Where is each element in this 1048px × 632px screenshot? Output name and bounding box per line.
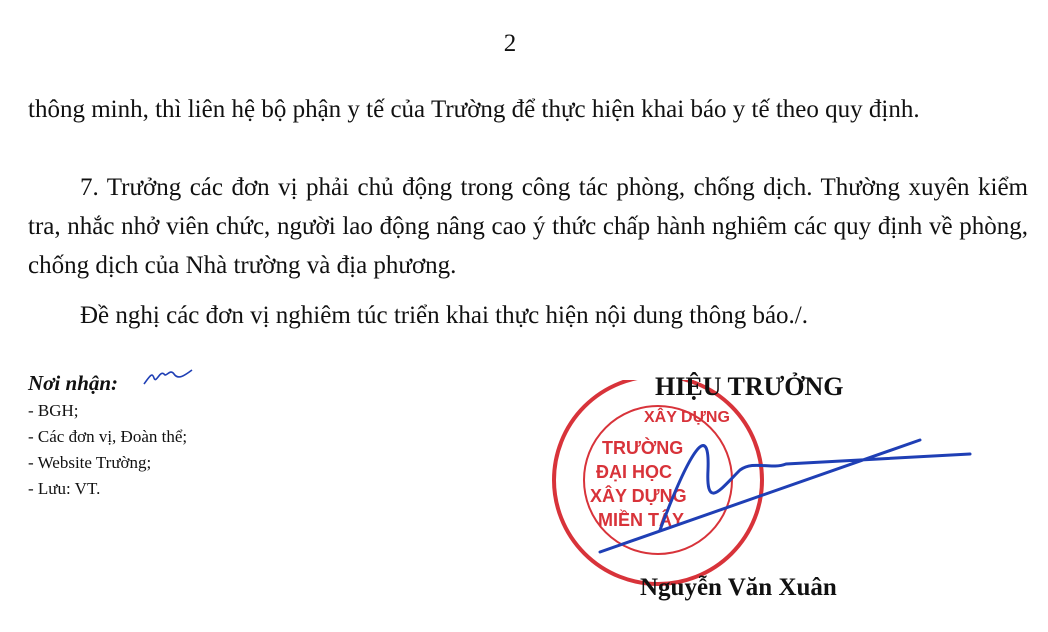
- recipients-title: Nơi nhận:: [28, 371, 119, 395]
- recipient-item: - BGH;: [28, 401, 79, 420]
- stamp-line-2: ĐẠI HỌC: [596, 462, 672, 482]
- stamp-line-4: MIỀN TÂY: [598, 510, 685, 530]
- stamp-ring-text: XÂY DỰNG: [644, 409, 730, 426]
- paragraph-continuation: thông minh, thì liên hệ bộ phận y tế của Trường để thực hiện khai báo y tế theo quy định.: [28, 96, 920, 123]
- initial-mark: [142, 364, 194, 390]
- paragraph-closing-request: Đề nghị các đơn vị nghiêm túc triển khai thực hiện nội dung thông báo./.: [80, 302, 809, 329]
- signer-name: Nguyễn Văn Xuân: [640, 574, 837, 601]
- recipient-item: - Lưu: VT.: [28, 479, 101, 498]
- recipient-item: - Website Trường;: [28, 453, 152, 472]
- page-number: 2: [503, 30, 517, 57]
- signature-title: HIỆU TRƯỞNG: [655, 372, 844, 401]
- stamp-line-3: XÂY DỰNG: [590, 486, 687, 506]
- paragraph-item-7: 7. Trưởng các đơn vị phải chủ động trong công tác phòng, chống dịch. Thường xuyên kiểm tra, nhắc nhở viên chức, người lao động nâng cao ý thức chấp hành nghiêm các quy định về phòng, chống dịch của Nhà trường và địa phương.: [28, 174, 1028, 279]
- recipient-item: - Các đơn vị, Đoàn thể;: [28, 427, 188, 446]
- stamp-line-1: TRƯỜNG: [602, 438, 684, 458]
